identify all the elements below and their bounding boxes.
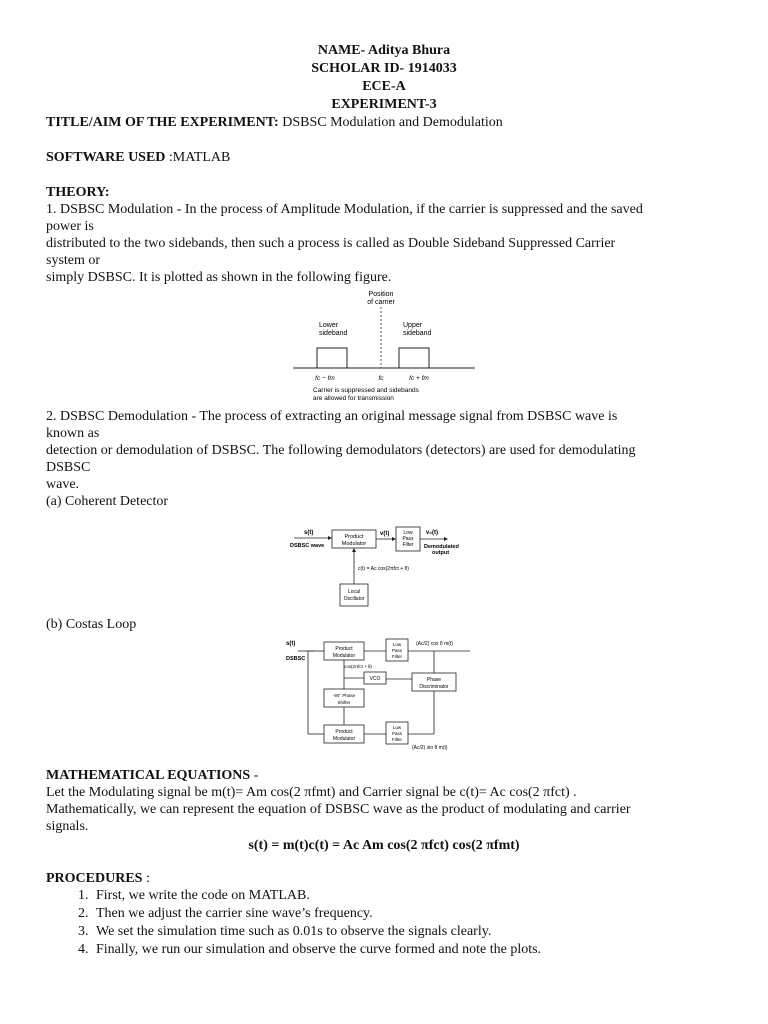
block-label: Filter [392,737,402,742]
block-label: Low [403,530,413,536]
block-label: Pass [391,648,403,653]
figure-caption: are allowed for transmission [313,395,394,402]
header-block [46,42,722,114]
block-label: Product [335,729,353,735]
position-label: Position [368,291,394,298]
text-line: known as [46,426,100,441]
block-label: Low [392,642,402,647]
list-item: 1. First, we write the code on MATLAB. [92,887,722,905]
block-label: Phase [426,677,442,683]
lower-sideband-label: Lower [319,322,339,329]
list-item: 2. Then we adjust the carrier sine wave’s frequency. [92,905,722,923]
coherent-detector-figure [286,526,482,610]
math-line: Mathematically, we can represent the equation of DSBSC wave as the product of modulating and carrier [46,802,631,817]
theory-paragraph-2 [46,408,722,493]
block-label: Pass [391,731,403,736]
freq-label-low: fc − fm [315,375,335,382]
software-value: :MATLAB [165,150,231,165]
costas-loop-label: (b) Costas Loop [46,617,137,632]
arrow-head [392,537,396,541]
block-label: Discriminator [419,684,449,690]
block-label: Modulator [332,653,356,659]
text-line: 1. DSBSC Modulation - In the process of Amplitude Modulation, if the carrier is suppressed and the saved [46,202,643,217]
upper-sideband [399,348,429,368]
block-label: Local [348,589,360,595]
theory-paragraph-1 [46,201,722,286]
text-line: system or [46,253,101,268]
experiment-number: EXPERIMENT-3 [331,97,437,112]
text-line: detection or demodulation of DSBSC. The following demodulators (detectors) are used for demodulating [46,443,636,458]
block-label: Pass [402,536,414,542]
math-line: signals. [46,819,89,834]
procedures-heading [46,870,722,887]
bottom-output-label: (Ac/2) sin θ m(t) [412,745,448,751]
dsbsc-equation: s(t) = m(t)c(t) = Ac Am cos(2 πfct) cos(2 πfmt) [248,838,520,853]
arrow-head [444,537,448,541]
costas-loop-figure [284,637,484,753]
block-label: VCO [369,676,381,682]
student-name: NAME- Aditya Bhura [317,43,451,58]
math-heading [46,767,722,784]
math-line: Let the Modulating signal be m(t)= Am cos(2 πfmt) and Carrier signal be c(t)= Ac cos(2 πfct) . [46,785,577,800]
block-label: Low [392,725,402,730]
dsbsc-label: DSBSC [286,656,306,662]
text-line: 2. DSBSC Demodulation - The process of extracting an original message signal from DSBSC wave is [46,409,618,424]
math-heading-suffix: - [250,768,259,783]
freq-label-fc: fc [378,375,384,382]
document-page [46,42,722,959]
text-line: distributed to the two sidebands, then such a process is called as Double Sideband Suppressed Carrier [46,236,616,251]
math-heading-text: MATHEMATICAL EQUATIONS [46,768,251,783]
experiment-title [46,114,722,131]
block-label: Product [335,646,353,652]
coherent-detector-label: (a) Coherent Detector [46,494,169,509]
dsbsc-wave-label: DSBSC wave [290,543,325,549]
title-value: DSBSC Modulation and Demodulation [278,115,503,130]
lower-sideband [317,348,347,368]
text-line: power is [46,219,94,234]
local-oscillator-block [340,584,368,606]
theory-heading: THEORY: [46,185,110,200]
block-label: Product [344,534,364,540]
block-label: Filter [392,654,402,659]
list-item: 4. Finally, we run our simulation and observe the curve formed and note the plots. [92,941,722,959]
title-label: TITLE/AIM OF THE EXPERIMENT: [46,115,279,130]
scholar-id: SCHOLAR ID- 1914033 [311,61,457,76]
block-label: Filter [402,542,414,548]
block-label: -90° Phase [332,693,356,698]
procedures-heading-suffix: : [142,871,150,886]
output-signal-label: v₀(t) [426,530,439,536]
demodulated-output-label: Demodulated [424,544,459,550]
input-signal-label: s(t) [286,641,296,647]
text-line: simply DSBSC. It is plotted as shown in the following figure. [46,270,392,285]
block-label: Oscillator [343,596,365,602]
position-label: of carrier [367,299,395,306]
list-item: 3. We set the simulation time such as 0.01s to observe the signals clearly. [92,923,722,941]
arrow-head [352,548,356,552]
branch: ECE-A [362,79,406,94]
carrier-label: c(t) = Ac cos(2πfct + θ) [358,566,409,572]
block-label: Shifter [337,700,351,705]
figure-caption: Carrier is suppressed and sidebands [313,387,419,394]
upper-sideband-label: Upper [403,322,423,329]
upper-sideband-label: sideband [403,330,432,337]
software-label: SOFTWARE USED [46,150,166,165]
block-label: Modulator [332,736,356,742]
text-line: DSBSC [46,460,91,475]
input-signal-label: s(t) [304,530,314,536]
lower-sideband-label: sideband [319,330,348,337]
cos-label: cos(2πfct + θ) [344,664,372,669]
top-output-label: (Ac/2) cos θ m(t) [416,641,453,647]
procedures-heading-text: PROCEDURES [46,871,143,886]
procedures-list [46,887,722,959]
vt-label: v(t) [380,531,390,537]
text-line: wave. [46,477,80,492]
demodulated-output-label: output [432,550,450,556]
arrow-head [328,536,332,540]
block-label: Modulator [341,541,367,547]
dsbsc-spectrum-figure [289,288,479,404]
freq-label-high: fc + fm [409,375,429,382]
software-used [46,149,722,166]
